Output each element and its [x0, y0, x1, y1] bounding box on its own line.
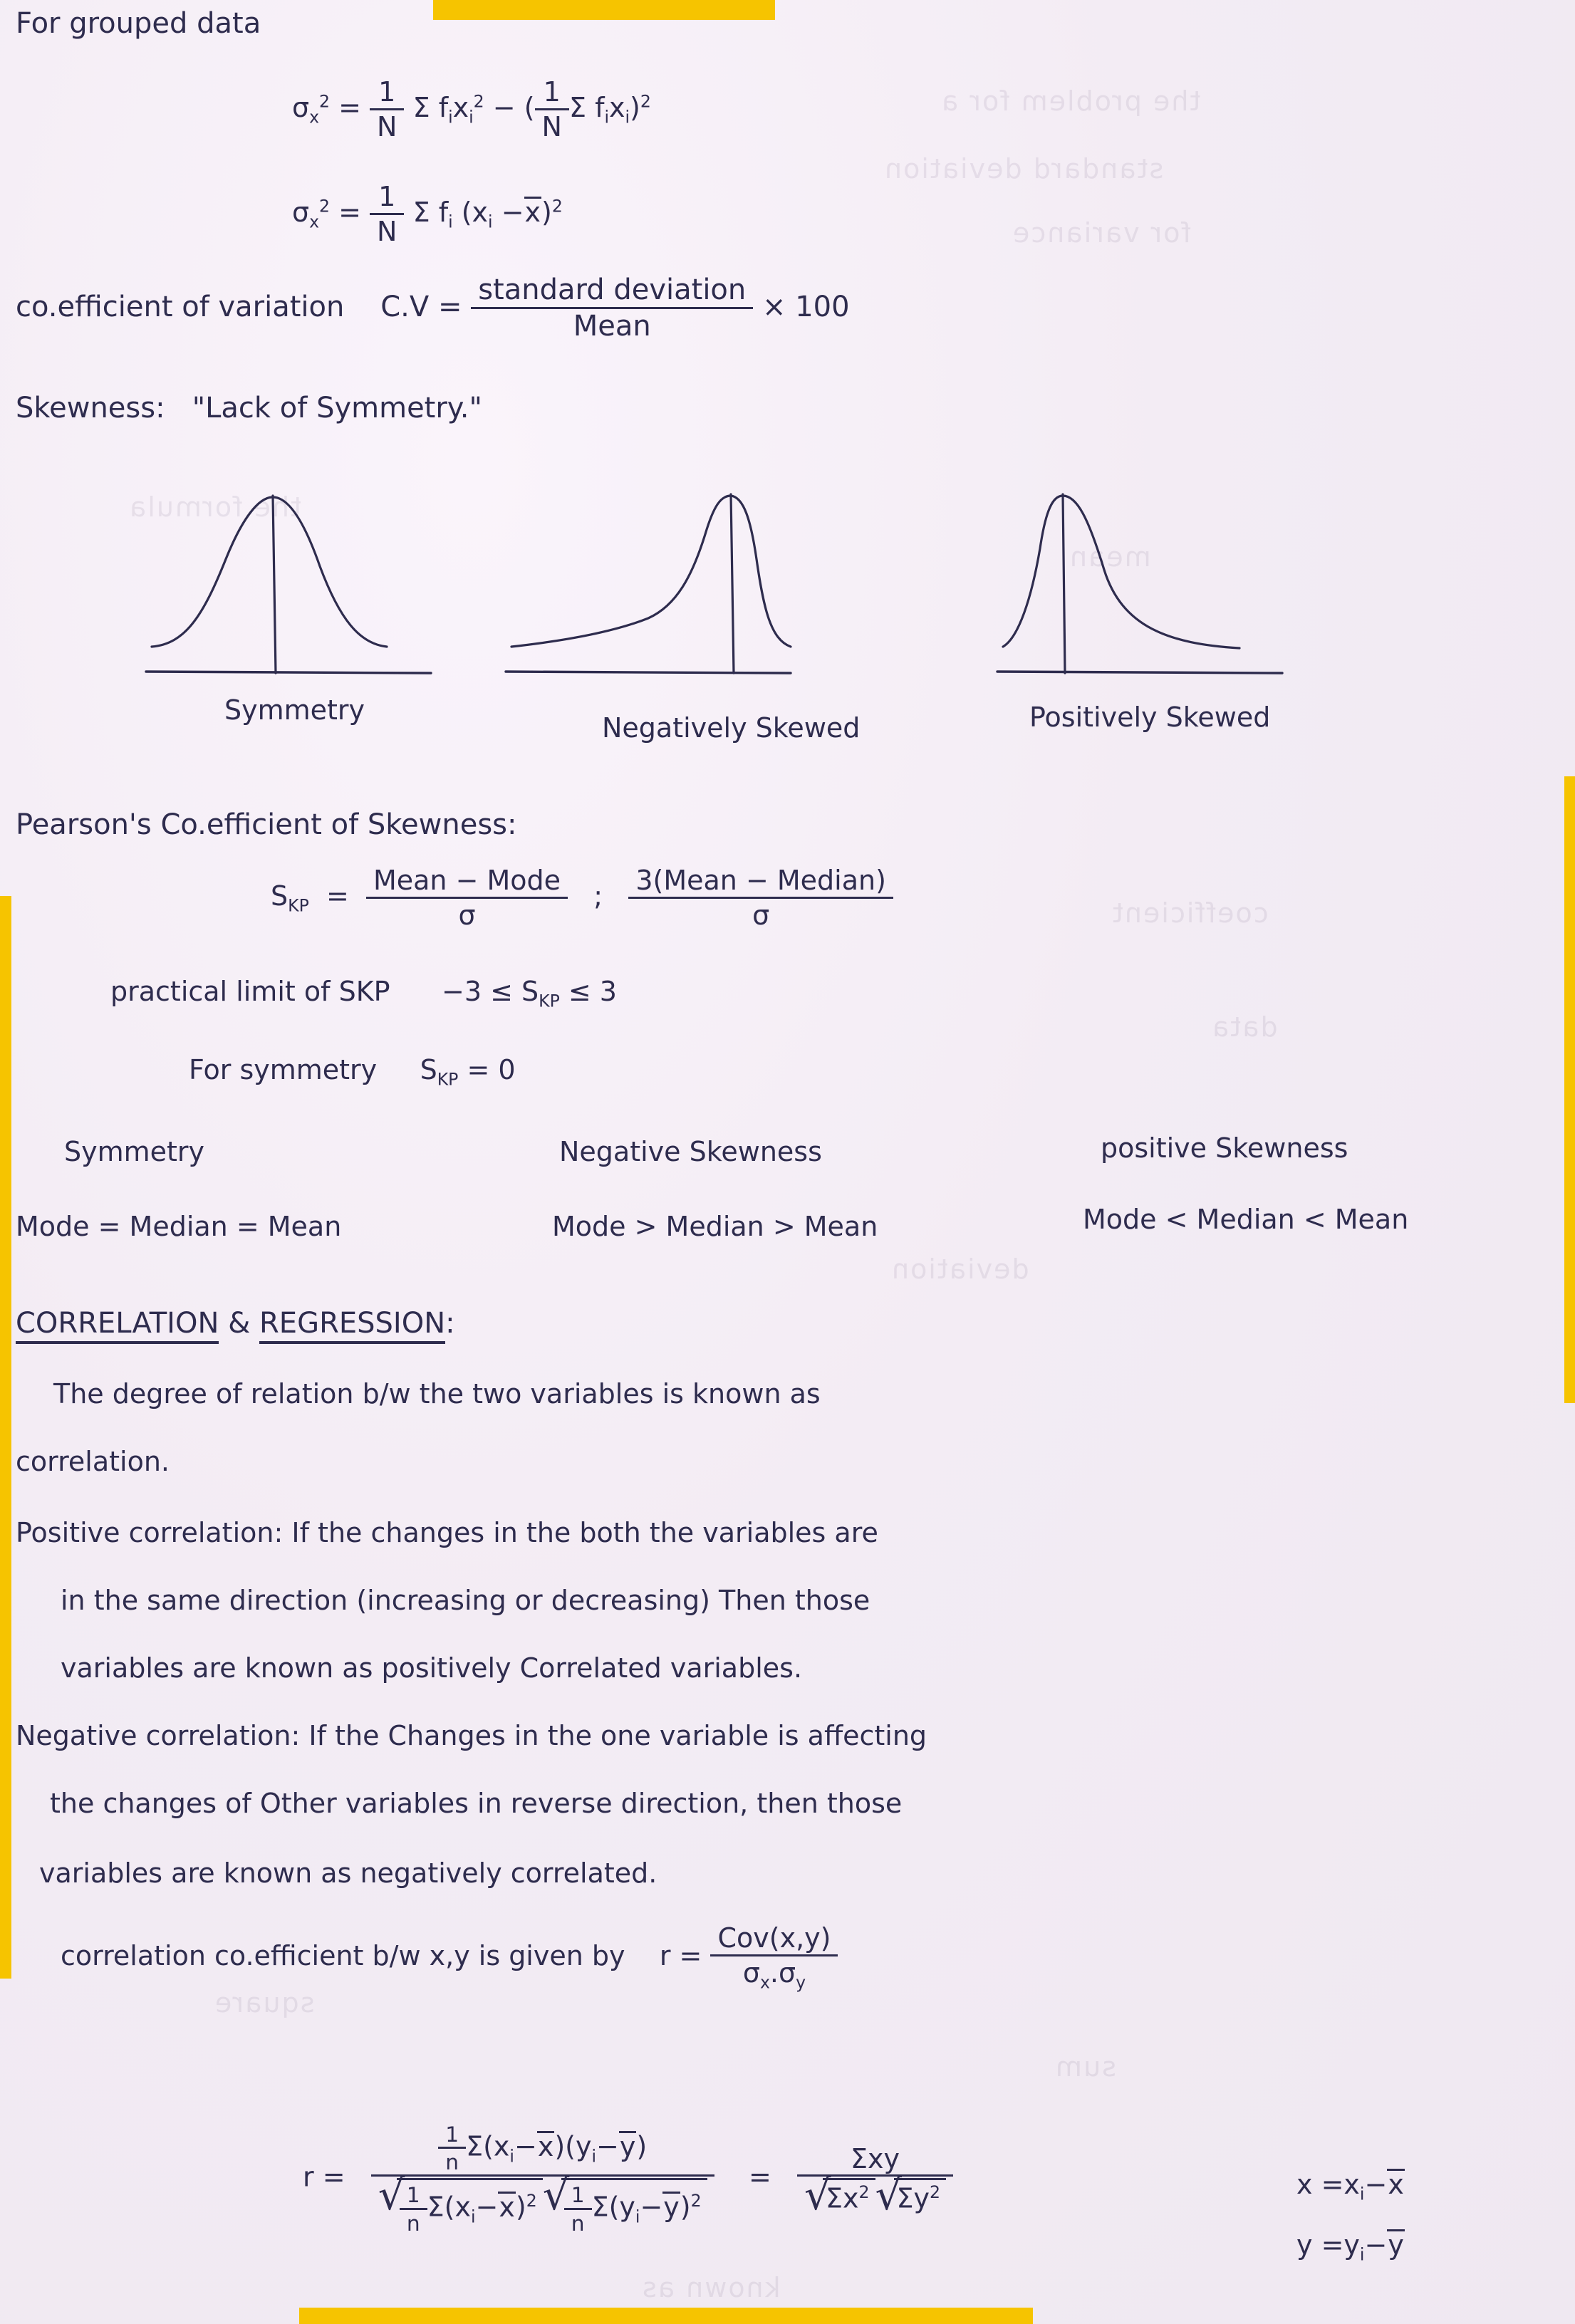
formula-separator: ;	[593, 880, 603, 912]
x-bar-symbol: x	[537, 2130, 554, 2162]
negatively-skewed-distribution-curve	[506, 491, 805, 684]
summation-symbol: Σ	[412, 92, 430, 124]
radical-left	[378, 2178, 543, 2234]
bleed-through-text: the formula	[128, 491, 301, 523]
symmetry-condition-tail: = 0	[467, 1054, 516, 1085]
y-bar-symbol: y	[619, 2130, 636, 2162]
highlighter-mark-bottom	[299, 2308, 1033, 2324]
minus-sign: −	[492, 92, 516, 124]
fraction-denominator: n	[571, 2210, 585, 2236]
fraction-numerator: 1	[370, 77, 404, 110]
frequency-subscript: i	[448, 212, 453, 232]
sigma-subscript: x	[309, 212, 320, 232]
radicand-right	[561, 2178, 707, 2234]
minus-sign: −	[596, 2130, 619, 2162]
y-subscript: i	[635, 2206, 640, 2227]
r-equals: r =	[303, 2161, 345, 2193]
comparison-relation-negative: Mode > Median > Mean	[552, 1211, 878, 1242]
y-bar-symbol: y	[663, 2192, 680, 2224]
x-subscript: i	[469, 107, 474, 127]
x-subscript: i	[471, 2206, 476, 2227]
x-term: x	[1343, 2169, 1360, 2200]
radical-sum-y-squared	[875, 2178, 947, 2214]
equals-sign: =	[326, 880, 349, 912]
x-term: (x	[444, 2192, 471, 2224]
correlation-heading-word: CORRELATION	[16, 1307, 219, 1344]
variance-formula-grouped-raw	[292, 77, 651, 142]
bleed-through-text: coefficient	[1111, 897, 1269, 929]
positive-correlation-line-3: variables are known as positively Correlated variables.	[61, 1652, 803, 1684]
covariance-fraction	[710, 1923, 838, 1992]
summation-symbol: Σ	[851, 2142, 868, 2174]
bleed-through-text: the problem for a	[940, 85, 1201, 117]
cv-fraction	[471, 274, 753, 343]
cv-denominator: Mean	[573, 309, 651, 343]
frequency-term: f	[595, 92, 605, 124]
frequency-subscript: i	[604, 107, 609, 127]
sigma-superscript: 2	[319, 196, 331, 217]
negatively-skewed-caption: Negatively Skewed	[602, 712, 861, 744]
minus-sign: −	[514, 2130, 537, 2162]
one-over-n-fraction	[370, 77, 404, 142]
summation-symbol: Σ	[466, 2130, 484, 2162]
close-paren: )	[630, 92, 640, 124]
fraction-denominator: n	[445, 2150, 459, 2175]
y-subscript: i	[591, 2146, 597, 2167]
x-term: x	[609, 92, 625, 124]
variance-formula-grouped-deviation	[292, 182, 563, 246]
negative-correlation-term: Negative correlation:	[16, 1720, 301, 1751]
frequency-term: f	[438, 197, 449, 229]
fraction-numerator: √ 1	[564, 2183, 592, 2209]
summation-symbol: Σ	[826, 2182, 843, 2214]
bleed-through-text: mean	[1069, 541, 1151, 573]
x-subscript: i	[488, 212, 493, 232]
correlation-coefficient-label: correlation co.efficient b/w x,y is given by	[61, 1939, 625, 1971]
one-over-n-fraction	[564, 2183, 592, 2234]
comparison-column-title-positive: positive Skewness	[1101, 1132, 1348, 1164]
y-term: y	[1343, 2229, 1360, 2261]
radicand-sum-y-squared	[894, 2178, 947, 2214]
x-term: x	[452, 92, 469, 124]
pearson-skewness-heading: Pearson's Co.efficient of Skewness:	[16, 808, 517, 841]
skp-subscript: KP	[288, 895, 309, 916]
x-subscript: i	[625, 107, 630, 127]
x-bar-symbol: x	[499, 2192, 515, 2224]
y-term: y	[913, 2182, 930, 2214]
bleed-through-text: deviation	[890, 1254, 1029, 1285]
close-paren: )	[541, 197, 552, 229]
open-paren: (	[483, 2130, 494, 2162]
x-bar-symbol: x	[1388, 2169, 1404, 2200]
sigma-x-symbol: σ	[742, 1956, 760, 1989]
r-main-fraction	[371, 2122, 714, 2235]
bleed-through-text: for variance	[1012, 217, 1191, 249]
correlation-intro-line-2: correlation.	[16, 1446, 170, 1477]
inner-one-over-n	[535, 77, 569, 142]
x-bar-symbol: x	[524, 197, 541, 229]
paren-superscript: 2	[526, 2191, 537, 2211]
close-paren: )	[680, 2192, 691, 2224]
equals-sign: =	[748, 2161, 771, 2193]
x-superscript: 2	[473, 91, 484, 112]
comparison-relation-symmetry: Mode = Median = Mean	[16, 1211, 342, 1242]
expanded-r-formula	[303, 2122, 953, 2235]
bleed-through-text: data	[1211, 1011, 1278, 1043]
sigma-y-symbol: σ	[779, 1956, 796, 1989]
covariance-denominator	[710, 1956, 838, 1992]
coefficient-of-variation-label: co.efficient of variation	[16, 290, 345, 323]
practical-limit-value: −3 ≤ S	[442, 976, 539, 1007]
paren-superscript: 2	[640, 91, 651, 112]
bleed-through-text: known as	[641, 2272, 781, 2303]
sigma-superscript: 2	[319, 91, 331, 112]
negative-correlation-line-1	[16, 1720, 927, 1751]
negative-correlation-line-3: variables are known as negatively correlated.	[39, 1857, 657, 1889]
coefficient-of-variation-row	[16, 274, 850, 343]
paren-superscript: 2	[690, 2191, 702, 2211]
summation-symbol: Σ	[568, 92, 586, 124]
fraction-denominator: N	[377, 110, 397, 142]
x-term: x	[843, 2182, 859, 2214]
cv-symbol: C.V =	[380, 290, 462, 323]
positively-skewed-distribution-curve	[997, 491, 1296, 684]
positive-correlation-term: Positive correlation:	[16, 1517, 284, 1548]
correlation-coefficient-row	[61, 1923, 838, 1992]
x-subscript: i	[509, 2146, 514, 2167]
y-term: (y	[608, 2192, 635, 2224]
symmetric-curve-caption: Symmetry	[224, 694, 365, 726]
heading-colon: :	[445, 1307, 455, 1340]
x-definition-lhs: x =	[1296, 2169, 1344, 2200]
summation-symbol: Σ	[412, 197, 430, 229]
y-definition	[1296, 2229, 1405, 2265]
sigma-y-subscript: y	[796, 1972, 806, 1993]
radicand-left	[397, 2178, 543, 2234]
covariance-numerator: Cov(x,y)	[710, 1923, 838, 1956]
positive-correlation-text: If the changes in the both the variables are	[291, 1517, 878, 1548]
open-paren: (	[461, 197, 472, 229]
regression-heading-word: REGRESSION	[259, 1307, 445, 1344]
xy-term: xy	[868, 2142, 900, 2174]
correlation-regression-heading	[16, 1307, 455, 1340]
practical-limit-tail: ≤ 3	[568, 976, 617, 1007]
highlighter-mark-top	[433, 0, 775, 20]
pearson-formula-two	[628, 865, 893, 930]
cv-numerator: standard deviation	[471, 274, 753, 309]
fraction-numerator: √ 1	[400, 2183, 427, 2209]
ampersand: &	[228, 1307, 251, 1340]
grouped-data-heading: For grouped data	[16, 7, 261, 40]
sigma-subscript: x	[309, 107, 320, 127]
x-definition	[1296, 2169, 1405, 2204]
symmetry-condition-row	[189, 1054, 516, 1090]
x-term: x	[493, 2130, 510, 2162]
r-main-denominator	[371, 2177, 714, 2234]
negative-correlation-text: If the Changes in the one variable is affecting	[308, 1720, 927, 1751]
one-over-n-fraction	[400, 2183, 427, 2234]
positive-correlation-line-2: in the same direction (increasing or decreasing) Then those	[61, 1585, 870, 1616]
skewness-label: Skewness:	[16, 392, 165, 424]
x-superscript: 2	[858, 2182, 870, 2203]
skewness-row	[16, 392, 482, 424]
fraction-denominator: N	[541, 110, 562, 142]
close-paren: )	[636, 2130, 648, 2162]
minus-sign: −	[1364, 2229, 1388, 2261]
fraction-numerator: 1	[370, 182, 404, 215]
pearson-numerator-2: 3(Mean − Median)	[628, 865, 893, 899]
positive-correlation-line-1	[16, 1517, 878, 1548]
equals-sign: =	[338, 197, 361, 229]
minus-sign: −	[475, 2192, 499, 2224]
symmetry-condition-label: For symmetry	[189, 1054, 378, 1085]
y-bar-symbol: y	[1388, 2229, 1404, 2261]
r-alternate-fraction	[797, 2144, 953, 2214]
paren-pair: )(	[554, 2130, 576, 2162]
r-main-numerator	[371, 2122, 714, 2177]
pearson-denominator-1: σ	[458, 899, 476, 931]
cv-multiplier: × 100	[761, 290, 850, 323]
practical-limit-label: practical limit of SKP	[110, 976, 390, 1007]
minus-sign: −	[1364, 2169, 1388, 2200]
one-over-n-fraction	[438, 2122, 466, 2174]
close-paren: )	[515, 2192, 526, 2224]
sigma-symbol: σ	[292, 197, 310, 229]
symmetry-condition-subscript: KP	[437, 1069, 459, 1090]
bleed-through-text: square	[214, 1987, 315, 2018]
pearson-denominator-2: σ	[752, 899, 770, 931]
highlighter-mark-right	[1564, 776, 1575, 1403]
comparison-column-title-symmetry: Symmetry	[64, 1136, 205, 1167]
comparison-relation-positive: Mode < Median < Mean	[1083, 1204, 1409, 1235]
multiply-dot: .	[769, 1956, 779, 1989]
minus-sign: −	[640, 2192, 663, 2224]
symmetry-condition-value: S	[420, 1054, 437, 1085]
one-over-n-fraction	[370, 182, 404, 246]
pearson-numerator-1: Mean − Mode	[366, 865, 568, 899]
sigma-symbol: σ	[292, 92, 310, 124]
y-term: y	[575, 2130, 592, 2162]
summation-symbol: Σ	[896, 2182, 914, 2214]
pearson-formula-one	[366, 865, 568, 930]
symmetric-distribution-curve	[146, 491, 445, 684]
highlighter-mark-left	[0, 896, 11, 1979]
practical-limit-subscript: KP	[539, 991, 560, 1011]
positively-skewed-caption: Positively Skewed	[1029, 702, 1271, 733]
r-equals: r =	[659, 1939, 702, 1971]
fraction-denominator: N	[377, 215, 397, 247]
bleed-through-text: standard deviation	[883, 153, 1164, 184]
x-subscript: i	[1359, 2184, 1365, 2204]
frequency-term: f	[438, 92, 449, 124]
summation-symbol: Σ	[427, 2192, 445, 2224]
frequency-subscript: i	[448, 107, 453, 127]
fraction-numerator: 1	[438, 2122, 466, 2149]
negative-correlation-line-2: the changes of Other variables in reverse direction, then those	[50, 1788, 903, 1819]
sigma-x-subscript: x	[759, 1972, 770, 1993]
radicand-sum-x-squared	[823, 2178, 875, 2214]
x-term: x	[472, 197, 489, 229]
y-superscript: 2	[930, 2182, 941, 2203]
skp-symbol: S	[271, 880, 289, 912]
minus-sign: −	[501, 197, 524, 229]
y-subscript: i	[1359, 2244, 1365, 2265]
summation-symbol: Σ	[591, 2192, 609, 2224]
paren-superscript: 2	[551, 196, 563, 217]
fraction-numerator: 1	[535, 77, 569, 110]
open-paren: (	[524, 92, 535, 124]
equals-sign: =	[338, 92, 361, 124]
r-alternate-denominator	[797, 2177, 953, 2214]
pearson-skewness-formula	[271, 865, 893, 930]
correlation-intro-line-1: The degree of relation b/w the two variables is known as	[53, 1378, 821, 1409]
radical-right	[543, 2178, 707, 2234]
bleed-through-text: sum	[1054, 2051, 1116, 2083]
radical-sum-x-squared	[804, 2178, 875, 2214]
fraction-denominator: n	[406, 2210, 420, 2236]
comparison-column-title-negative: Negative Skewness	[559, 1136, 822, 1167]
y-definition-lhs: y =	[1296, 2229, 1344, 2261]
practical-limit-row	[110, 976, 617, 1011]
skewness-definition: "Lack of Symmetry."	[192, 392, 482, 424]
